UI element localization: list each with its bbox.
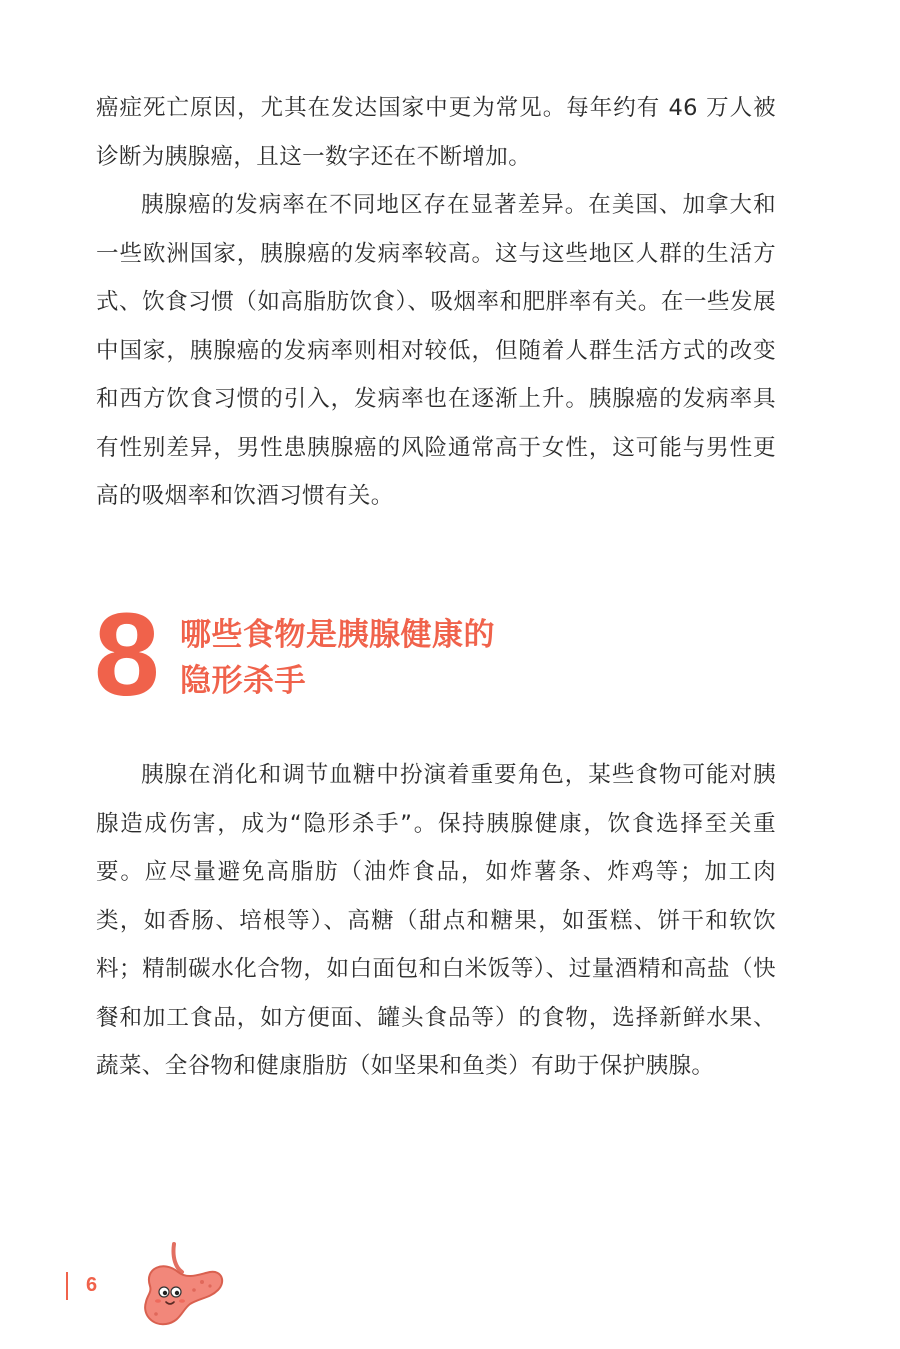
section-title-line-2: 隐形杀手 — [180, 663, 306, 699]
section-title — [180, 612, 680, 704]
pancreas-mascot-icon — [130, 1238, 226, 1330]
paragraph-incidence: 胰腺癌的发病率在不同地区存在显著差异。在美国、加拿大和一些欧洲国家，胰腺癌的发病率较高。这与这些地区人群的生活方式、饮食习惯（如高脂肪饮食）、吸烟率和肥胖率有关。在一些发展中国家，胰腺癌的发病率则相对较低，但随着人群生活方式的改变和西方饮食习惯的引入，发病率也在逐渐上升。胰腺癌的发病率具有性别差异，男性患胰腺癌的风险通常高于女性，这可能与男性更高的吸烟率和饮酒习惯有关。 — [96, 192, 776, 509]
section-number: 8 — [94, 589, 160, 721]
page-number: 6 — [86, 1274, 98, 1296]
section-title-line-1: 哪些食物是胰腺健康的 — [180, 617, 495, 653]
footer-divider-bar — [66, 1272, 68, 1300]
section-body-paragraph: 胰腺在消化和调节血糖中扮演着重要角色，某些食物可能对胰腺造成伤害，成为“隐形杀手”。保持胰腺健康，饮食选择至关重要。应尽量避免高脂肪（油炸食品，如炸薯条、炸鸡等；加工肉类，如香肠、培根等）、高糖（甜点和糖果，如蛋糕、饼干和软饮料；精制碳水化合物，如白面包和白米饭等）、过量酒精和高盐（快餐和加工食品，如方便面、罐头食品等）的食物，选择新鲜水果、蔬菜、全谷物和健康脂肪（如坚果和鱼类）有助于保护胰腺。 — [96, 762, 776, 1079]
paragraph-continued: 癌症死亡原因，尤其在发达国家中更为常见。每年约有 46 万人被诊断为胰腺癌，且这一数字还在不断增加。 — [96, 95, 776, 170]
